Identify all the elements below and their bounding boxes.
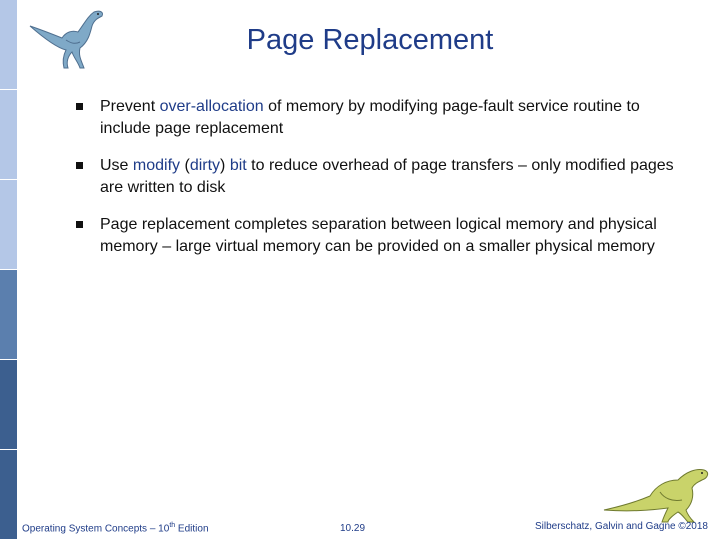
bullet-text: Page replacement completes separation between logical memory and physical memory – large virtual memory can be provided on a smaller physical memory — [100, 216, 657, 255]
dinosaur-logo-bottom-icon — [602, 462, 712, 524]
bullet-item — [76, 155, 676, 199]
bullet-text: Prevent — [100, 98, 160, 115]
bullet-square-icon — [76, 103, 83, 110]
bullet-text: ( — [180, 157, 190, 174]
left-decorative-bar — [0, 0, 17, 540]
bar-segment — [0, 360, 17, 450]
bullet-text: of memory by modifying page-fault service routine to include page replacement — [100, 98, 640, 137]
bar-segment — [0, 90, 17, 180]
highlighted-term: over-allocation — [159, 98, 264, 115]
bar-segment — [0, 270, 17, 360]
bar-segment — [0, 450, 17, 540]
highlighted-term: bit — [229, 157, 247, 174]
footer-copyright: Silberschatz, Galvin and Gagne ©2018 — [534, 521, 708, 532]
footer-book-title: Operating System Concepts – 10th Edition — [22, 521, 209, 534]
bar-segment — [0, 0, 17, 90]
bar-segment — [0, 180, 17, 270]
bullet-square-icon — [76, 221, 83, 228]
bullet-list — [76, 96, 676, 273]
bullet-square-icon — [76, 162, 83, 169]
highlighted-term: dirty — [189, 157, 221, 174]
dinosaur-logo-icon — [22, 4, 112, 72]
page-title: Page Replacement — [246, 24, 494, 56]
footer-page-number: 10.29 — [340, 523, 366, 534]
bullet-text: Use — [100, 157, 133, 174]
highlighted-term: modify — [132, 157, 181, 174]
bullet-item — [76, 214, 676, 258]
bullet-text: ) — [220, 157, 230, 174]
bullet-item — [76, 96, 676, 140]
bullet-text: to reduce overhead of page transfers – only modified pages are written to disk — [100, 157, 674, 196]
